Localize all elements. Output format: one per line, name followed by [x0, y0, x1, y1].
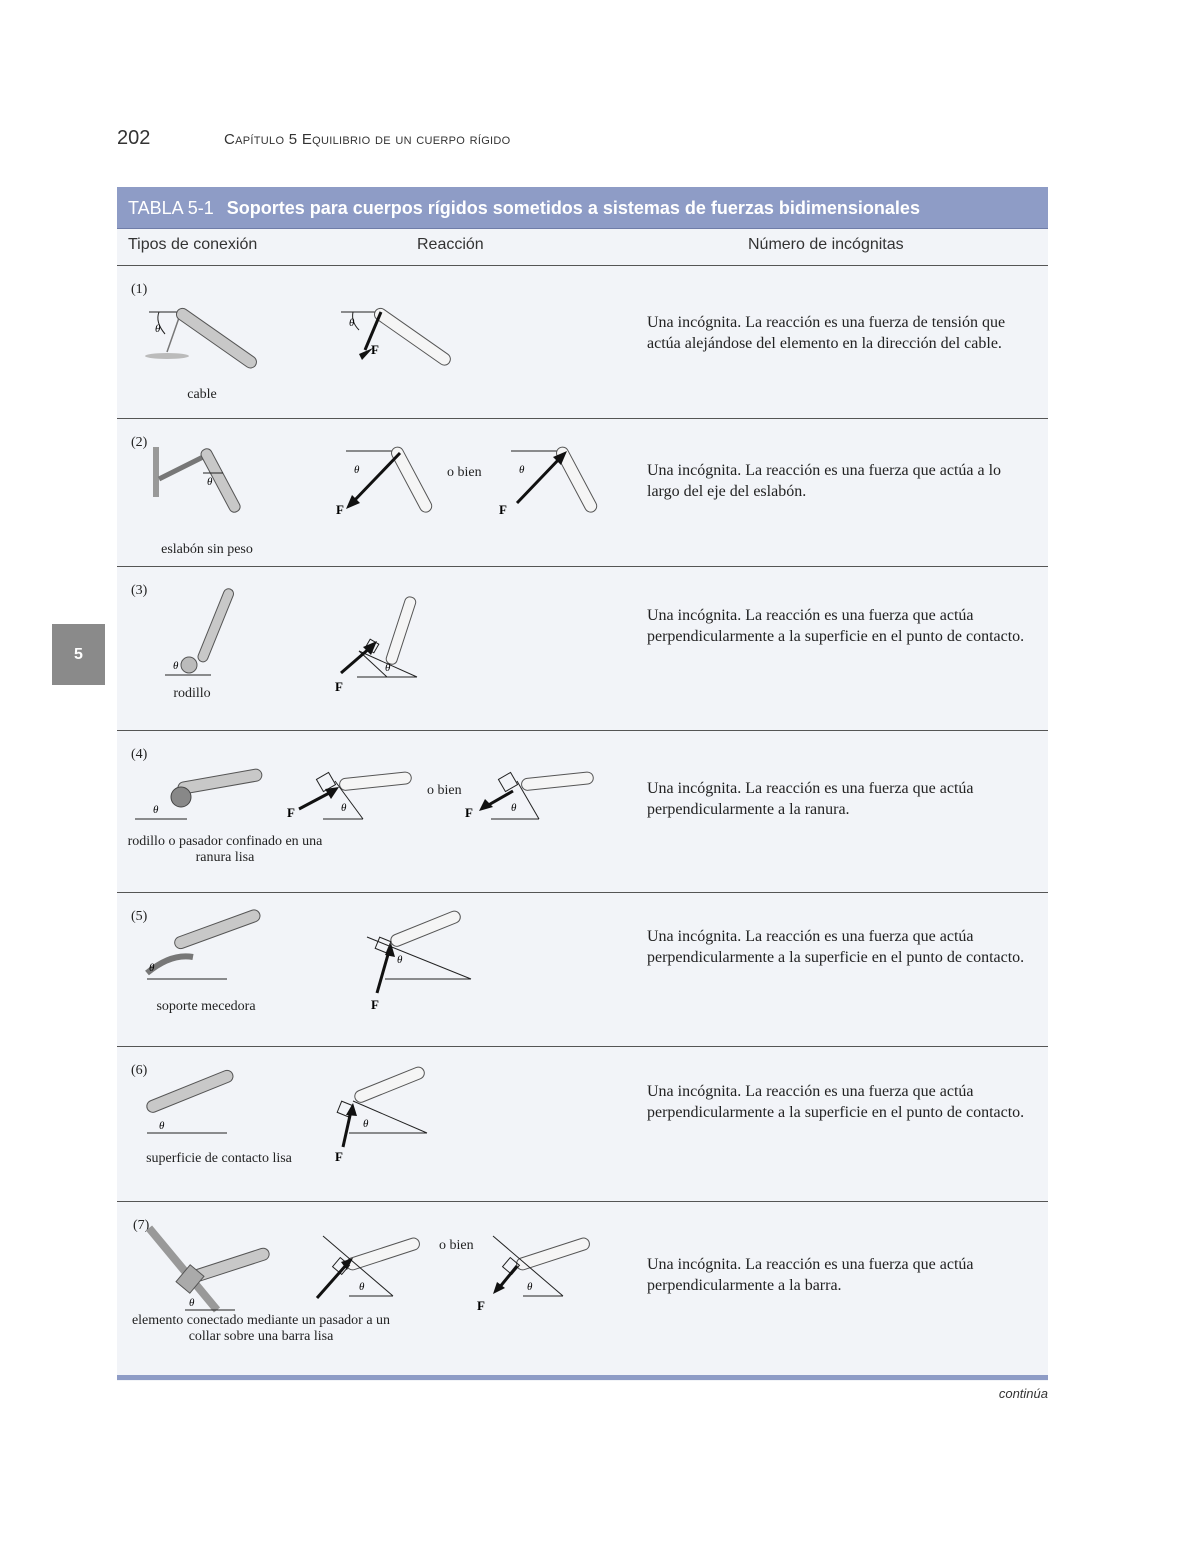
unknowns-description: Una incógnita. La reacción es una fuerza de tensión que actúa alejándose del elemento en la dirección del cable.	[647, 314, 1006, 352]
theta-label: θ	[359, 1281, 365, 1293]
force-label: F	[287, 805, 295, 820]
unknowns-description: Una incógnita. La reacción es una fuerza que actúa a lo largo del eje del eslabón.	[647, 462, 1002, 500]
force-label: F	[477, 1298, 485, 1313]
theta-label: θ	[189, 1297, 195, 1309]
table-row	[117, 567, 1048, 730]
column-header-reaction: Reacción	[417, 236, 484, 253]
or-label: o bien	[439, 1238, 474, 1253]
force-label: F	[335, 679, 343, 694]
unknowns-description: Una incógnita. La reacción es una fuerza que actúa perpendicularmente a la superficie en el punto de contacto.	[647, 928, 1025, 966]
theta-label: θ	[341, 802, 347, 814]
or-label: o bien	[427, 783, 462, 798]
theta-label: θ	[349, 317, 355, 329]
connection-caption: rodillo	[173, 686, 211, 701]
force-label: F	[336, 502, 344, 517]
cable-support-figure	[137, 284, 267, 374]
table-row	[117, 893, 1048, 1046]
row-number: (3)	[131, 583, 148, 598]
theta-label: θ	[354, 464, 360, 476]
theta-label: θ	[511, 802, 517, 814]
table-row	[117, 419, 1048, 566]
table-row	[117, 731, 1048, 892]
chapter-side-tab: 5	[52, 624, 105, 685]
connection-caption: superficie de contacto lisa	[146, 1151, 292, 1166]
continued-note: continúa	[998, 1386, 1048, 1401]
theta-label: θ	[397, 954, 403, 966]
connection-caption: soporte mecedora	[156, 999, 256, 1014]
table-title: Soportes para cuerpos rígidos sometidos a sistemas de fuerzas bidimensionales	[226, 198, 920, 218]
theta-label: θ	[173, 660, 179, 672]
connection-caption: elemento conectado mediante un pasador a un collar sobre una barra lisa	[131, 1313, 391, 1344]
column-header-connection: Tipos de conexión	[128, 236, 258, 253]
table-bottom-rule	[117, 1375, 1048, 1380]
connection-caption: cable	[187, 387, 217, 402]
table-row	[117, 266, 1048, 418]
theta-label: θ	[527, 1281, 533, 1293]
force-label: F	[371, 342, 379, 357]
unknowns-description: Una incógnita. La reacción es una fuerza que actúa perpendicularmente a la superficie en el punto de contacto.	[647, 1083, 1025, 1121]
smooth-surface-support-figure	[143, 1073, 263, 1153]
slot-reaction-figure-a	[285, 761, 415, 831]
unknowns-description: Una incógnita. La reacción es una fuerza que actúa perpendicularmente a la ranura.	[647, 780, 974, 818]
column-header-unknowns: Número de incógnitas	[748, 236, 904, 253]
roller-reaction-figure	[327, 597, 437, 697]
table-number: TABLA 5-1	[128, 198, 214, 218]
theta-label: θ	[155, 323, 161, 335]
collar-reaction-figure-a	[313, 1228, 433, 1328]
force-label: F	[371, 997, 379, 1012]
supports-table	[117, 187, 1048, 1381]
theta-label: θ	[363, 1118, 369, 1130]
rocker-support-figure	[143, 913, 263, 993]
slot-reaction-figure-b	[467, 761, 602, 831]
slot-support-figure	[133, 757, 268, 827]
connection-caption: eslabón sin peso	[161, 542, 253, 557]
theta-label: θ	[149, 962, 155, 974]
force-label: F	[465, 805, 473, 820]
unknowns-description: Una incógnita. La reacción es una fuerza que actúa perpendicularmente a la superficie en el punto de contacto.	[647, 607, 1025, 645]
table-title-bar	[117, 187, 1048, 229]
row-number: (2)	[131, 435, 148, 450]
rocker-reaction-figure	[365, 917, 485, 1017]
row-number: (1)	[131, 282, 148, 297]
force-label: F	[499, 502, 507, 517]
theta-label: θ	[519, 464, 525, 476]
force-label: F	[335, 1149, 343, 1164]
page-number: 202	[117, 127, 151, 149]
theta-label: θ	[153, 804, 159, 816]
theta-label: θ	[385, 662, 391, 674]
collar-reaction-figure-b	[477, 1228, 603, 1328]
theta-label: θ	[207, 476, 213, 488]
connection-caption: rodillo o pasador confinado en una ranura lisa	[127, 834, 323, 865]
chapter-heading: Capítulo 5 Equilibrio de un cuerpo rígido	[224, 131, 511, 148]
table-row	[117, 1202, 1048, 1374]
or-label: o bien	[447, 465, 482, 480]
row-number: (6)	[131, 1063, 148, 1078]
smooth-surface-reaction-figure	[329, 1067, 449, 1167]
theta-label: θ	[159, 1120, 165, 1132]
row-number: (7)	[133, 1218, 150, 1233]
table-row	[117, 1047, 1048, 1201]
link-reaction-figure-b	[497, 441, 607, 531]
link-reaction-figure-a	[332, 441, 442, 531]
link-support-figure	[151, 439, 261, 529]
roller-support-figure	[161, 589, 261, 689]
cable-reaction-figure	[337, 288, 467, 378]
row-number: (5)	[131, 909, 148, 924]
unknowns-description: Una incógnita. La reacción es una fuerza que actúa perpendicularmente a la barra.	[647, 1256, 974, 1294]
row-number: (4)	[131, 747, 148, 762]
